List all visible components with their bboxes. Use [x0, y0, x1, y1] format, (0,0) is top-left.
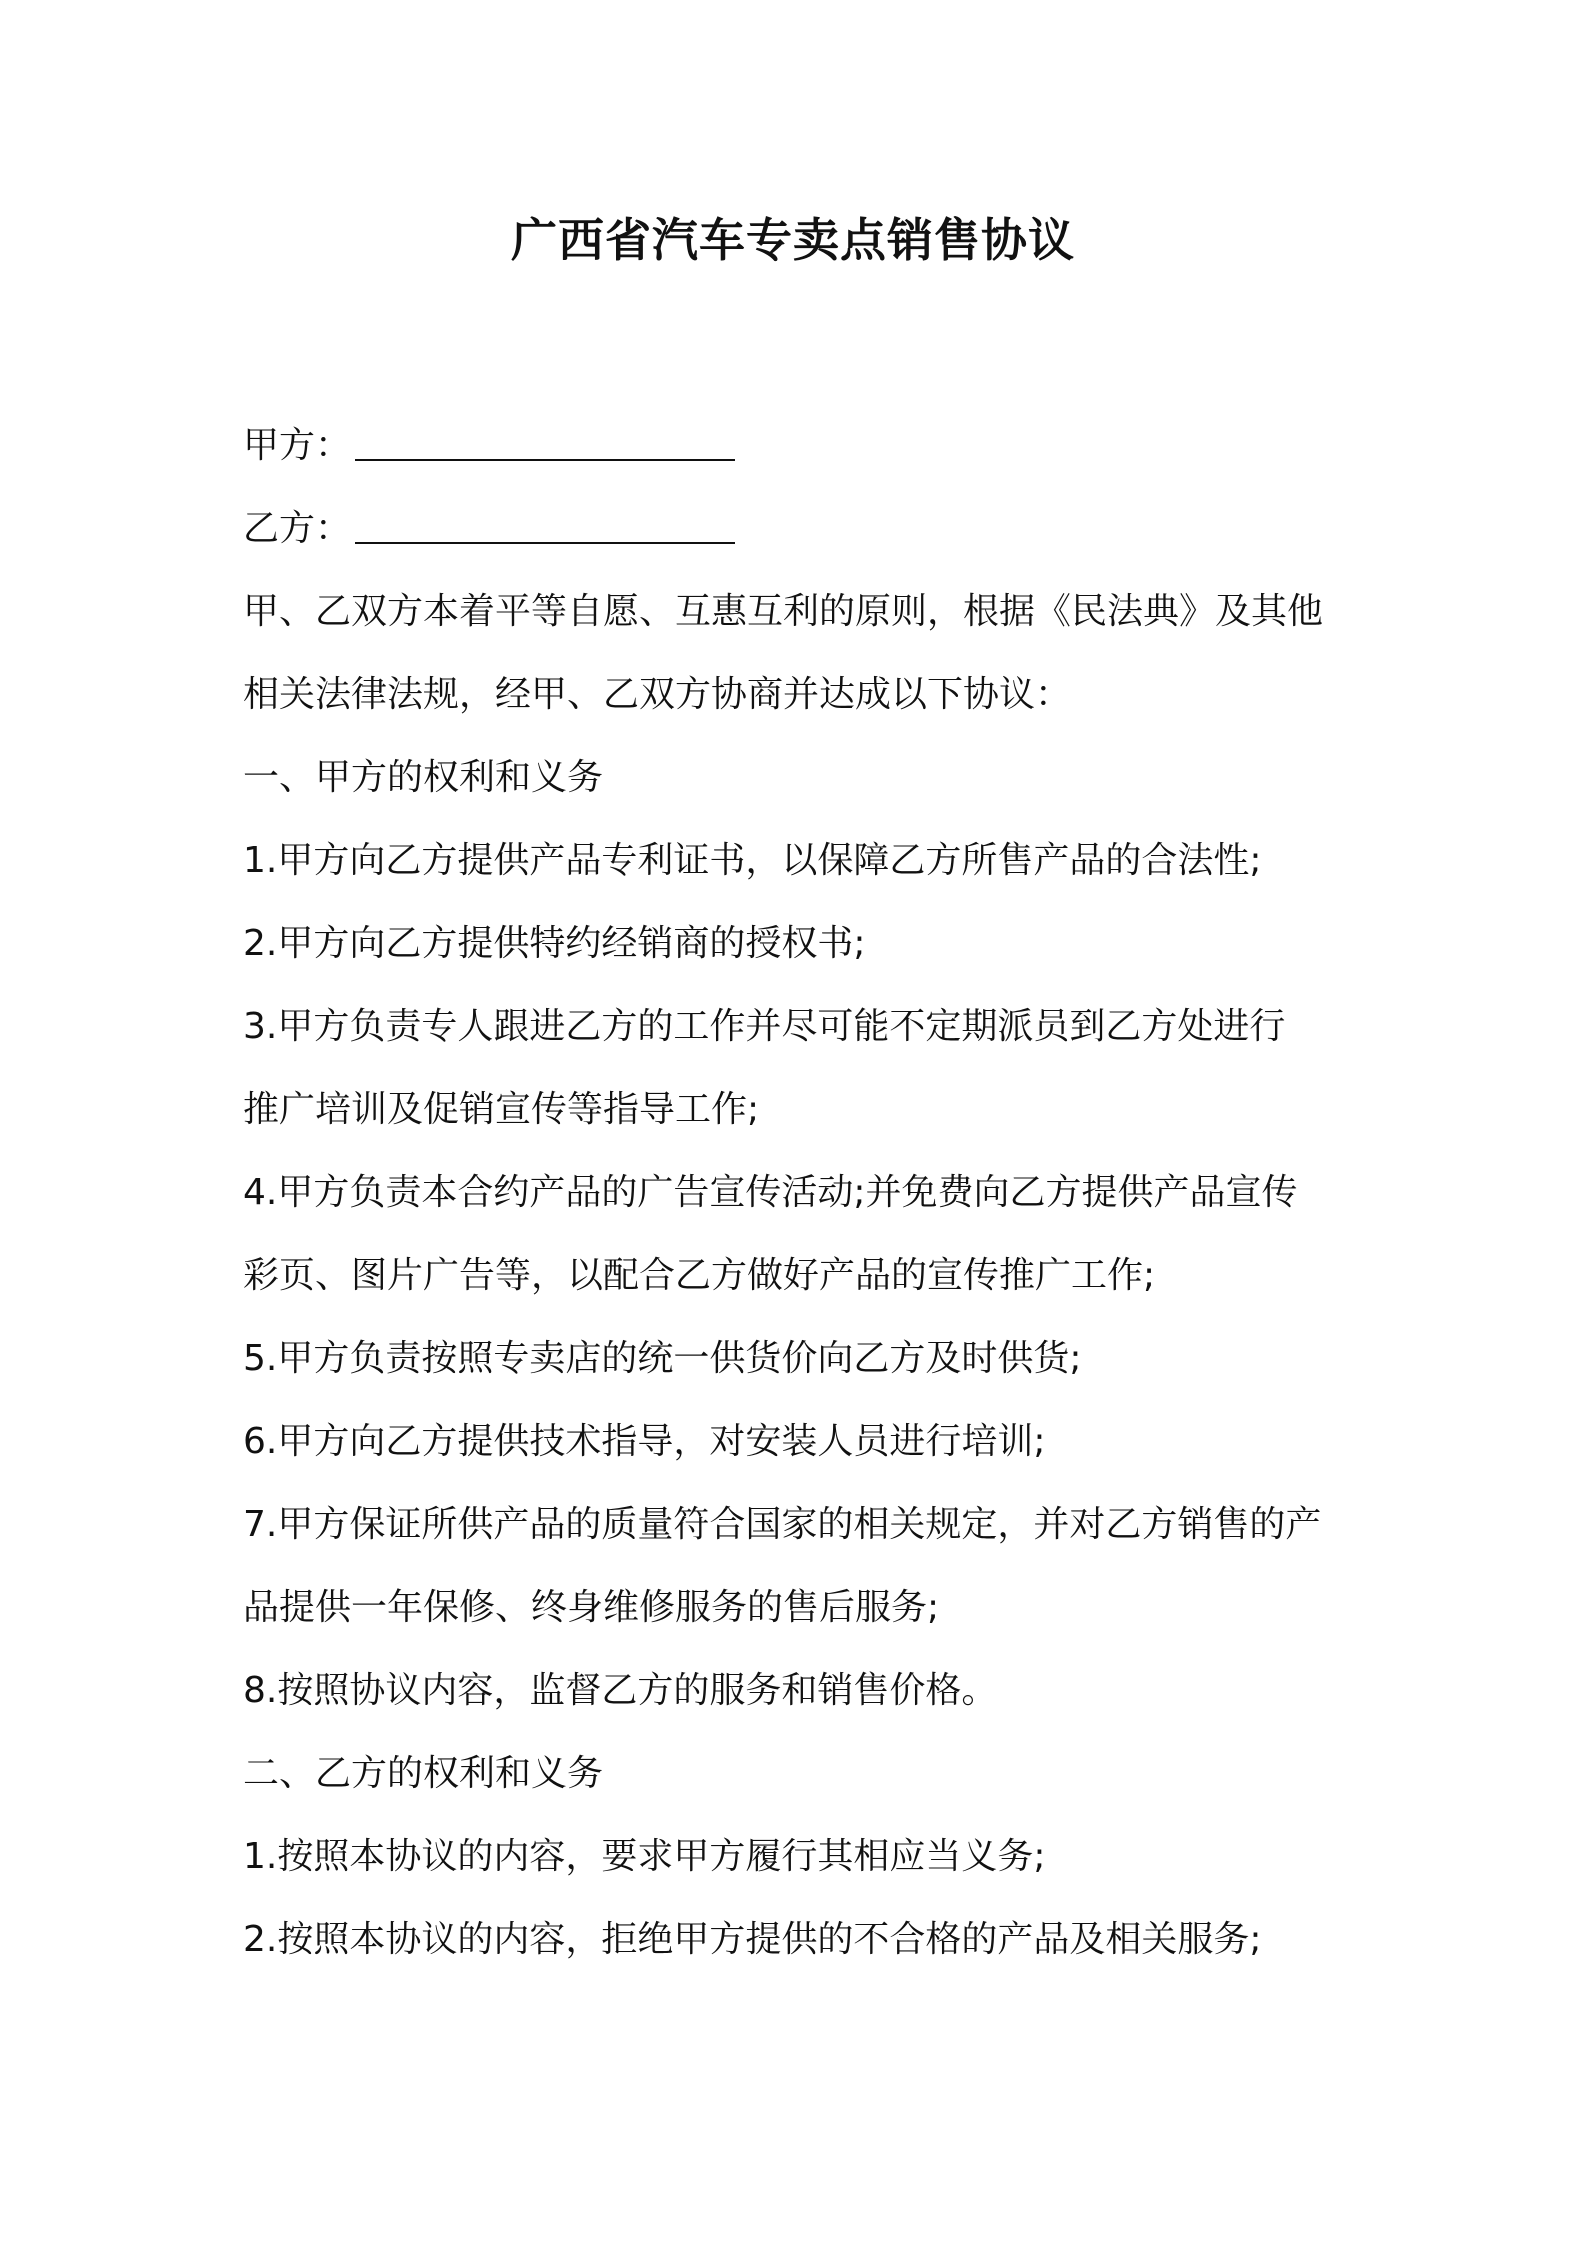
clause-line: 彩页、图片广告等，以配合乙方做好产品的宣传推广工作; [243, 1255, 1156, 1296]
section-heading: 二、乙方的权利和义务 [243, 1753, 604, 1794]
clause-line: 5.甲方负责按照专卖店的统一供货价向乙方及时供货; [243, 1338, 1082, 1379]
document-title: 广西省汽车专卖点销售协议 [511, 213, 1075, 267]
preamble-line: 甲、乙双方本着平等自愿、互惠互利的原则，根据《民法典》及其他 [243, 591, 1324, 632]
party-b-blank-field [355, 502, 735, 544]
section-heading: 一、甲方的权利和义务 [243, 757, 604, 798]
clause-line: 3.甲方负责专人跟进乙方的工作并尽可能不定期派员到乙方处进行 [243, 1006, 1286, 1047]
party-a-label: 甲方： [243, 425, 352, 466]
clause-line: 4.甲方负责本合约产品的广告宣传活动;并免费向乙方提供产品宣传 [243, 1172, 1298, 1213]
party-b-label: 乙方： [243, 508, 352, 549]
clause-line: 1.按照本协议的内容，要求甲方履行其相应当义务; [243, 1836, 1046, 1877]
clause-line: 2.甲方向乙方提供特约经销商的授权书; [243, 923, 866, 964]
party-b-line [243, 487, 1363, 570]
clause-line: 品提供一年保修、终身维修服务的售后服务; [243, 1587, 940, 1628]
clause-line: 2.按照本协议的内容，拒绝甲方提供的不合格的产品及相关服务; [243, 1919, 1262, 1960]
party-a-blank-field [355, 419, 735, 461]
clause-line: 推广培训及促销宣传等指导工作; [243, 1089, 760, 1130]
party-a-line [243, 404, 1363, 487]
clause-line: 7.甲方保证所供产品的质量符合国家的相关规定，并对乙方销售的产 [243, 1504, 1322, 1545]
preamble-line: 相关法律法规，经甲、乙双方协商并达成以下协议： [243, 674, 1072, 715]
clause-line: 1.甲方向乙方提供产品专利证书，以保障乙方所售产品的合法性; [243, 840, 1262, 881]
clause-line: 8.按照协议内容，监督乙方的服务和销售价格。 [243, 1670, 998, 1711]
clause-line: 6.甲方向乙方提供技术指导，对安装人员进行培训; [243, 1421, 1046, 1462]
agreement-body [243, 404, 1363, 1981]
